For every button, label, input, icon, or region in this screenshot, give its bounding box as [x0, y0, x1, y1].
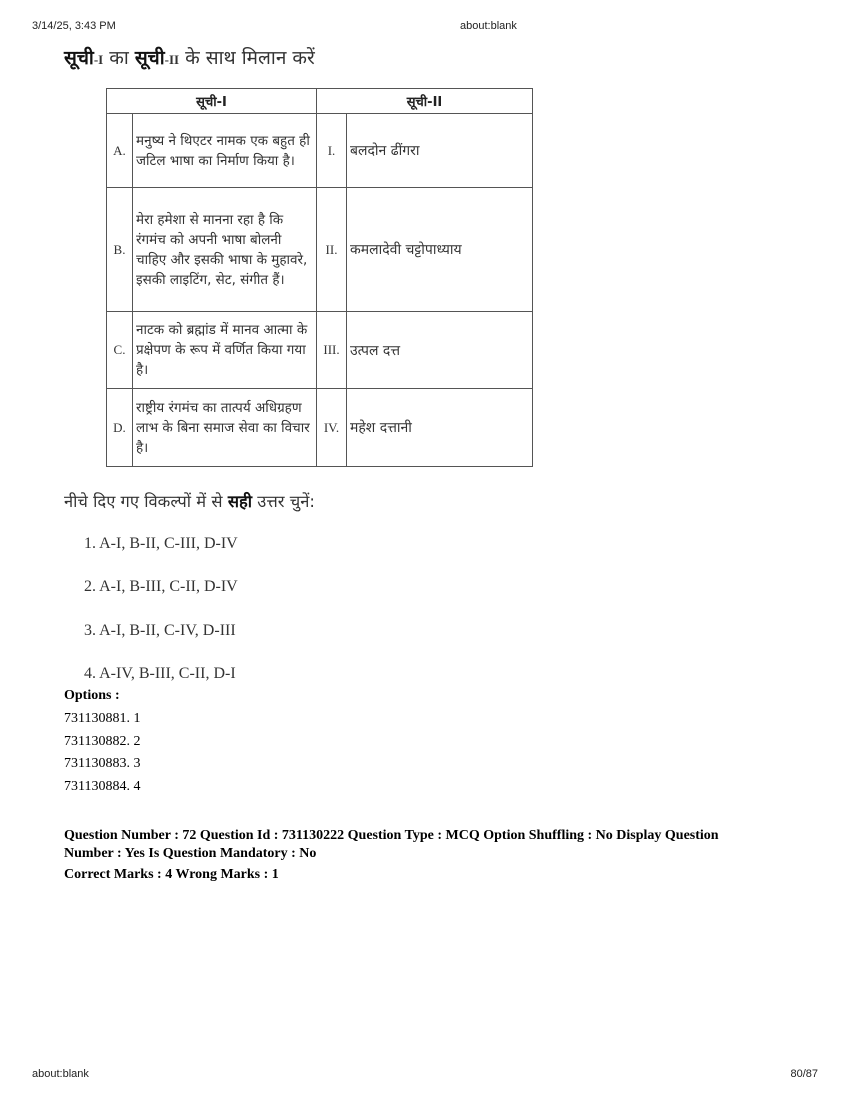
row-letter: A.	[107, 114, 133, 188]
choice-4: 4. A-IV, B-III, C-II, D-I	[84, 665, 236, 682]
row-name: उत्पल दत्त	[347, 312, 533, 389]
question-meta-line1: Question Number : 72 Question Id : 731130222 Question Type : MCQ Option Shuffling : No Display Question	[64, 828, 719, 843]
question-meta-line2: Number : Yes Is Question Mandatory : No	[64, 846, 317, 861]
row-name: कमलादेवी चट्टोपाध्याय	[347, 188, 533, 312]
options-label: Options :	[64, 688, 120, 703]
table-row	[107, 114, 533, 188]
heading-list2-num: -II	[164, 52, 180, 67]
choice-2: 2. A-I, B-III, C-II, D-IV	[84, 578, 238, 595]
heading-rest: के साथ मिलान करें	[179, 47, 315, 69]
heading-list1-num: -I	[93, 52, 104, 67]
heading-ka: का	[103, 47, 135, 69]
column-header-list1: सूची-I	[107, 89, 317, 114]
row-letter: D.	[107, 389, 133, 467]
choice-3: 3. A-I, B-II, C-IV, D-III	[84, 622, 236, 639]
marks-line: Correct Marks : 4 Wrong Marks : 1	[64, 867, 279, 882]
table-header-row	[107, 89, 533, 114]
choose-text-bold: सही	[227, 492, 253, 511]
table-row	[107, 389, 533, 467]
column-header-list2: सूची-II	[317, 89, 533, 114]
print-url: about:blank	[460, 20, 517, 32]
page-number: 80/87	[790, 1068, 818, 1080]
row-statement: नाटक को ब्रह्मांड में मानव आत्मा के प्रक्षेपण के रूप में वर्णित किया गया है।	[133, 312, 317, 389]
question-heading	[64, 44, 315, 70]
row-roman: I.	[317, 114, 347, 188]
row-name: बलदोन ढींगरा	[347, 114, 533, 188]
option-item: 731130882. 2	[64, 734, 141, 749]
row-statement: मनुष्य ने थिएटर नामक एक बहुत ही जटिल भाषा का निर्माण किया है।	[133, 114, 317, 188]
choose-instruction	[64, 489, 315, 512]
option-item: 731130884. 4	[64, 779, 141, 794]
option-item: 731130881. 1	[64, 711, 141, 726]
heading-list2: सूची	[134, 47, 165, 69]
print-datetime: 3/14/25, 3:43 PM	[32, 20, 116, 32]
choose-text-2: उत्तर चुनें:	[252, 492, 315, 511]
row-roman: III.	[317, 312, 347, 389]
row-roman: II.	[317, 188, 347, 312]
table-row	[107, 312, 533, 389]
row-statement: मेरा हमेशा से मानना रहा है कि रंगमंच को अपनी भाषा बोलनी चाहिए और इसकी भाषा के मुहावरे, इसकी लाइटिंग, सेट, संगीत हैं।	[133, 188, 317, 312]
row-statement: राष्ट्रीय रंगमंच का तात्पर्य अधिग्रहण लाभ के बिना समाज सेवा का विचार है।	[133, 389, 317, 467]
row-letter: B.	[107, 188, 133, 312]
table-row	[107, 188, 533, 312]
heading-list1: सूची	[64, 47, 94, 69]
match-table	[106, 88, 533, 467]
row-letter: C.	[107, 312, 133, 389]
choice-1: 1. A-I, B-II, C-III, D-IV	[84, 535, 238, 552]
row-name: महेश दत्तानी	[347, 389, 533, 467]
row-roman: IV.	[317, 389, 347, 467]
choose-text-1: नीचे दिए गए विकल्पों में से	[64, 492, 228, 511]
footer-url: about:blank	[32, 1068, 89, 1080]
option-item: 731130883. 3	[64, 756, 141, 771]
